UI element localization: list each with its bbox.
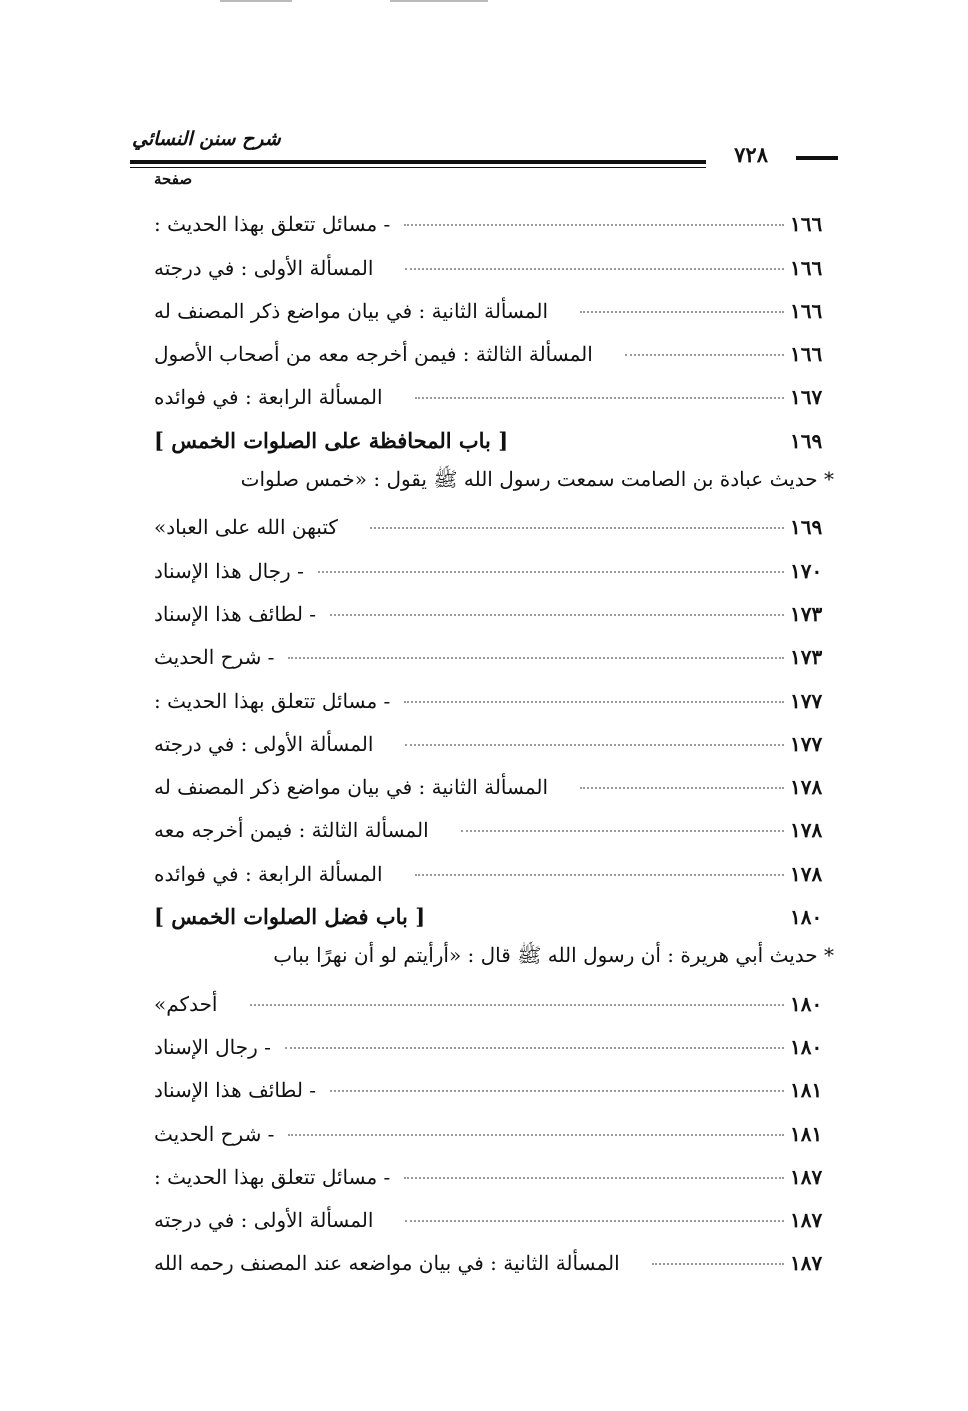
toc-entry — [150, 280, 838, 323]
dot-leader — [625, 354, 784, 356]
toc-chapter-title: [ باب المحافظة على الصلوات الخمس ] — [154, 427, 509, 453]
toc-entry — [150, 1189, 838, 1232]
dot-leader — [250, 1004, 785, 1006]
toc-page-number: ١٨٠ — [790, 1034, 823, 1059]
toc-entry — [150, 713, 838, 756]
toc-entry-title: أحدكم» — [154, 991, 218, 1016]
toc-page-number: ١٦٧ — [790, 385, 823, 410]
toc-chapter-heading — [150, 409, 838, 452]
toc-page-number: ١٨٠ — [790, 991, 823, 1016]
page-number: ٧٢٨ — [734, 142, 768, 167]
dot-leader — [288, 657, 784, 659]
toc-entry-title: - لطائف هذا الإسناد — [154, 601, 317, 626]
toc-entry — [150, 496, 838, 539]
header-rule — [130, 160, 706, 164]
dot-leader — [580, 787, 784, 789]
toc-entry — [150, 323, 838, 366]
toc-page-number: ١٨٧ — [790, 1164, 823, 1189]
toc-page-number: ١٧٣ — [790, 601, 823, 626]
toc-hadith-line — [150, 929, 838, 972]
toc-page-number: ١٧٨ — [790, 775, 823, 800]
toc-entry-title: المسألة الرابعة : في فوائده — [154, 385, 383, 410]
toc-entry — [150, 1016, 838, 1059]
toc-page-number: ١٧٠ — [790, 558, 823, 583]
toc-page-number: ١٨١ — [790, 1078, 823, 1103]
toc-chapter-title: [ باب فضل الصلوات الخمس ] — [154, 904, 426, 930]
toc-page-number: ١٦٦ — [790, 342, 823, 367]
toc-page-number: ١٧٧ — [790, 688, 823, 713]
toc-page-number: ١٨٧ — [790, 1208, 823, 1233]
toc-entry-title: المسألة الثالثة : فيمن أخرجه معه — [154, 818, 429, 843]
toc-entry-title: - رجال هذا الإسناد — [154, 558, 304, 583]
toc-entry-title: المسألة الأولى : في درجته — [154, 1208, 374, 1233]
toc-entry-title: - مسائل تتعلق بهذا الحديث : — [154, 688, 391, 713]
toc-entry — [150, 842, 838, 885]
toc-page-number: ١٨٧ — [790, 1251, 823, 1276]
toc-entry-title: المسألة الثانية : في بيان مواضع ذكر المصنف له — [154, 775, 549, 800]
page-column-label: صفحة — [154, 170, 193, 188]
toc-entry-title: المسألة الأولى : في درجته — [154, 255, 374, 280]
toc-page-number: ١٦٦ — [790, 255, 823, 280]
toc-entry — [150, 1146, 838, 1189]
dot-leader — [330, 614, 784, 616]
page-number-dash — [796, 156, 838, 160]
toc-entry-title: - رجال الإسناد — [154, 1034, 271, 1059]
toc-entry — [150, 1059, 838, 1102]
table-of-contents — [150, 193, 838, 1275]
dot-leader — [370, 527, 784, 529]
dot-leader — [415, 874, 784, 876]
toc-entry-title: - مسائل تتعلق بهذا الحديث : — [154, 1164, 391, 1189]
toc-entry — [150, 1102, 838, 1145]
toc-entry-title: - شرح الحديث — [154, 645, 275, 670]
toc-entry-title: المسألة الثانية : في بيان مواضع ذكر المصنف له — [154, 298, 549, 323]
toc-entry-title: كتبهن الله على العباد» — [154, 515, 338, 540]
dot-leader — [285, 1047, 784, 1049]
toc-entry — [150, 236, 838, 279]
toc-entry-title: - لطائف هذا الإسناد — [154, 1078, 317, 1103]
toc-entry — [150, 972, 838, 1015]
running-header — [130, 126, 838, 170]
dot-leader — [330, 1090, 784, 1092]
toc-entry-title: * حديث أبي هريرة : أن رسول الله ﷺ قال : «أرأيتم لو أن نهرًا بباب — [273, 943, 834, 968]
toc-entry — [150, 366, 838, 409]
toc-entry-title: المسألة الأولى : في درجته — [154, 731, 374, 756]
scan-mark — [220, 0, 292, 2]
toc-entry-title: - مسائل تتعلق بهذا الحديث : — [154, 212, 391, 237]
toc-page-number: ١٨٠ — [790, 905, 823, 930]
toc-entry-title: * حديث عبادة بن الصامت سمعت رسول الله ﷺ يقول : «خمس صلوات — [240, 467, 834, 492]
toc-page-number: ١٧٨ — [790, 861, 823, 886]
toc-chapter-heading — [150, 886, 838, 929]
toc-page-number: ١٦٦ — [790, 298, 823, 323]
toc-entry-title: المسألة الثانية : في بيان مواضعه عند المصنف رحمه الله — [154, 1251, 620, 1276]
toc-entry — [150, 626, 838, 669]
toc-entry-title: - شرح الحديث — [154, 1121, 275, 1146]
dot-leader — [405, 268, 784, 270]
dot-leader — [404, 224, 784, 226]
dot-leader — [652, 1263, 784, 1265]
header-rule-thin — [130, 167, 706, 168]
toc-page-number: ١٦٦ — [790, 212, 823, 237]
toc-entry — [150, 756, 838, 799]
dot-leader — [404, 701, 784, 703]
toc-page-number: ١٧٨ — [790, 818, 823, 843]
dot-leader — [288, 1134, 784, 1136]
dot-leader — [405, 1220, 784, 1222]
toc-page-number: ١٧٣ — [790, 645, 823, 670]
toc-hadith-line — [150, 453, 838, 496]
toc-entry-title: المسألة الرابعة : في فوائده — [154, 861, 383, 886]
toc-entry — [150, 539, 838, 582]
toc-entry — [150, 193, 838, 236]
toc-entry-title: المسألة الثالثة : فيمن أخرجه معه من أصحاب الأصول — [154, 342, 593, 367]
toc-entry — [150, 799, 838, 842]
dot-leader — [405, 744, 784, 746]
dot-leader — [415, 397, 784, 399]
dot-leader — [404, 1177, 784, 1179]
dot-leader — [461, 830, 784, 832]
toc-page-number: ١٨١ — [790, 1121, 823, 1146]
scan-mark — [390, 0, 488, 2]
toc-page-number: ١٦٩ — [790, 515, 823, 540]
toc-entry — [150, 583, 838, 626]
toc-page-number: ١٦٩ — [790, 428, 823, 453]
dot-leader — [580, 311, 784, 313]
toc-page-number: ١٧٧ — [790, 731, 823, 756]
book-title: شرح سنن النسائي — [132, 128, 281, 150]
toc-entry — [150, 669, 838, 712]
dot-leader — [318, 571, 784, 573]
toc-entry — [150, 1232, 838, 1275]
